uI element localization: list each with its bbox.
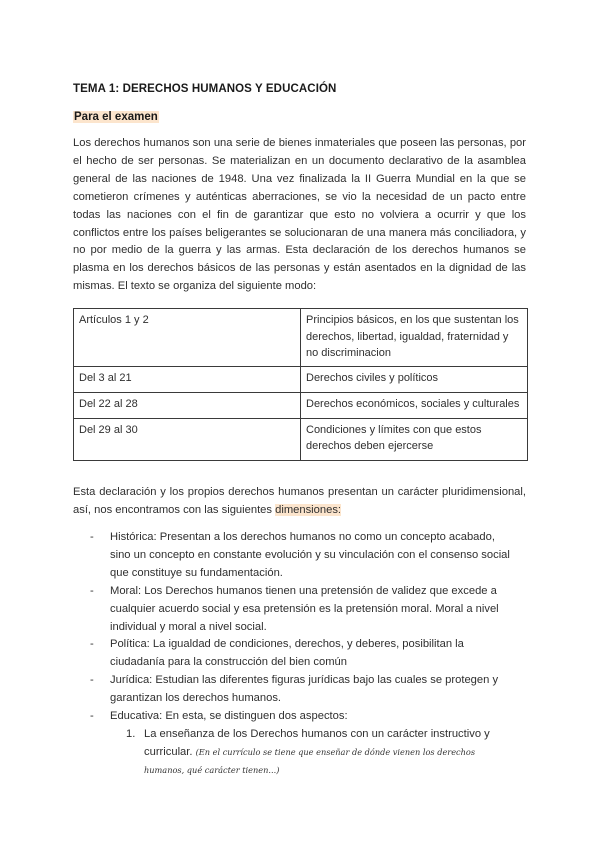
table-cell-articles: Artículos 1 y 2 <box>74 309 301 367</box>
table-row <box>74 309 528 367</box>
list-item-text: Histórica: Presentan a los derechos humanos no como un concepto acabado, sino un concepto en constante evolución y su vinculación con el consenso social que constituye su fundamentación. <box>110 531 510 579</box>
table-row <box>74 366 528 392</box>
dimensions-intro-paragraph <box>73 484 526 520</box>
list-item <box>73 636 513 672</box>
table-cell-description: Condiciones y límites con que estos derechos deben ejercerse <box>301 418 528 460</box>
table-cell-description: Derechos económicos, sociales y culturales <box>301 392 528 418</box>
list-bullet: - <box>90 584 94 597</box>
table-row <box>74 392 528 418</box>
list-item <box>73 529 513 583</box>
list-item-text: Moral: Los Derechos humanos tienen una pretensión de validez que excede a cualquier acuerdo social y esa pretensión es la pretensión moral. Moral a nivel individual y moral a nivel social. <box>110 584 499 633</box>
list-bullet: - <box>90 638 94 651</box>
table-cell-articles: Del 22 al 28 <box>74 392 301 418</box>
list-bullet: - <box>90 710 94 723</box>
list-item-text: La enseñanza de los Derechos humanos con un carácter instructivo y curricular. <box>144 727 490 758</box>
educational-aspects-list <box>110 726 513 780</box>
list-item-text: Política: La igualdad de condiciones, derechos, y deberes, posibilitan la ciudadanía para la construcción del bien común <box>110 638 464 669</box>
list-item <box>73 583 513 637</box>
table-cell-description: Principios básicos, en los que sustentan los derechos, libertad, igualdad, fraternidad y no discriminacion <box>301 309 528 367</box>
page-title: TEMA 1: DERECHOS HUMANOS Y EDUCACIÓN <box>73 83 337 95</box>
list-item <box>73 708 513 780</box>
table-row <box>74 418 528 460</box>
intro-paragraph: Los derechos humanos son una serie de bienes inmateriales que poseen las personas, por el hecho de ser personas. Se materializan en un documento declarativo de la asamblea general de las naciones de 1948. Una vez finalizada la II Guerra Mundial en la que se cometieron crímenes y auténticas aberraciones, se vio la necesidad de un pacto entre todas las naciones con el fin de garantizar que esto no volviera a ocurrir y que los conflictos entre los países beligerantes se solucionaran de una manera más conciliadora, y no por medio de la guerra y las armas. Esta declaración de los derechos humanos se plasma en los derechos básicos de las personas y están asentados en la dignidad de las mismas. El texto se organiza del siguiente modo: <box>73 137 526 293</box>
declaration-structure-table <box>73 308 528 461</box>
table-cell-description: Derechos civiles y políticos <box>301 366 528 392</box>
list-item <box>73 672 513 708</box>
list-bullet: - <box>90 531 94 543</box>
dimensions-highlight: dimensiones: <box>275 503 342 516</box>
handwritten-note: (En el currículo se tiene que enseñar de dónde vienen los derechos humanos, qué carácter tienen...) <box>144 746 476 775</box>
dimensions-list <box>73 529 513 780</box>
list-item-text: Jurídica: Estudian las diferentes figuras jurídicas bajo las cuales se protegen y garantizan los derechos humanos. <box>110 674 499 705</box>
numbered-list-item <box>110 726 513 780</box>
table-cell-articles: Del 29 al 30 <box>74 418 301 460</box>
table-cell-articles: Del 3 al 21 <box>74 366 301 392</box>
dimensions-intro-text: Esta declaración y los propios derechos humanos presentan un carácter pluridimensional, así, nos encontramos con las siguientes <box>73 486 526 516</box>
section-subtitle: Para el examen <box>74 111 158 123</box>
list-item-text: Educativa: En esta, se distinguen dos aspectos: <box>110 710 348 723</box>
list-number: 1. <box>126 727 136 740</box>
list-bullet: - <box>90 674 94 687</box>
